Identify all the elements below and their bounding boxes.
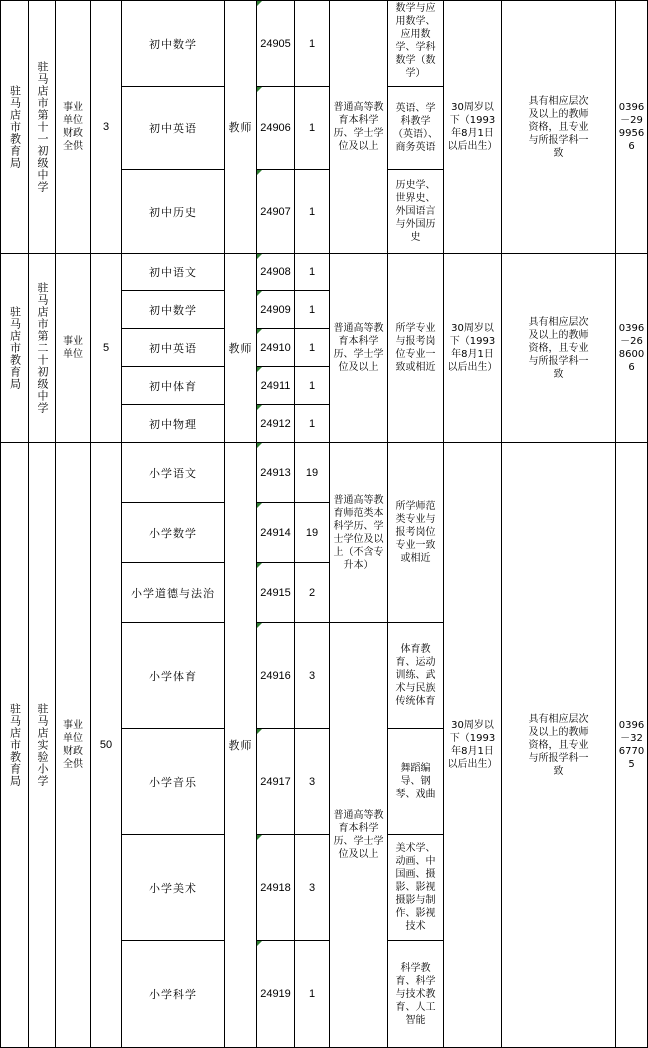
major-cell: 舞蹈编导、钢琴、戏曲	[387, 728, 444, 835]
position-name: 小学道德与法治	[121, 562, 225, 623]
phone-cell: 0396－2686006	[615, 253, 648, 443]
dept-cell: 驻马店市教育局	[0, 442, 29, 1048]
nature-cell: 事业单位财政全供	[55, 442, 91, 1048]
position-code: 24915	[256, 562, 295, 623]
hire-count: 1	[294, 404, 330, 443]
major-cell: 体育教育、运动训练、武术与民族传统体育	[387, 622, 444, 729]
position-name: 小学体育	[121, 622, 225, 729]
position-code: 24917	[256, 728, 295, 835]
qualification-cell: 具有相应层次及以上的教师资格，且专业与所报学科一致	[501, 442, 616, 1048]
total-count-cell: 5	[90, 253, 122, 443]
education-cell: 普通高等教育本科学历、学士学位及以上	[329, 622, 388, 1048]
position-name: 初中体育	[121, 366, 225, 405]
hire-count: 3	[294, 728, 330, 835]
nature-cell: 事业单位	[55, 253, 91, 443]
hire-count: 1	[294, 86, 330, 170]
position-name: 初中语文	[121, 253, 225, 291]
phone-cell: 0396－2999566	[615, 0, 648, 254]
total-count-cell: 50	[90, 442, 122, 1048]
position-code: 24918	[256, 834, 295, 941]
position-code: 24906	[256, 86, 295, 170]
hire-count: 1	[294, 366, 330, 405]
position-name: 初中历史	[121, 169, 225, 254]
position-name: 初中数学	[121, 0, 225, 87]
position-code: 24911	[256, 366, 295, 405]
position-name: 小学语文	[121, 442, 225, 503]
age-cell: 30周岁以下（1993年8月1日以后出生）	[443, 442, 502, 1048]
position-name: 初中英语	[121, 328, 225, 367]
position-name: 小学科学	[121, 940, 225, 1048]
hire-count: 1	[294, 940, 330, 1048]
post-type-cell: 教师	[224, 253, 257, 443]
hire-count: 3	[294, 834, 330, 941]
hire-count: 3	[294, 622, 330, 729]
position-name: 初中英语	[121, 86, 225, 170]
position-code: 24910	[256, 328, 295, 367]
unit-cell: 驻马店实验小学	[28, 442, 56, 1048]
hire-count: 19	[294, 502, 330, 563]
position-name: 初中数学	[121, 290, 225, 329]
position-code: 24913	[256, 442, 295, 503]
position-code: 24905	[256, 0, 295, 87]
hire-count: 1	[294, 328, 330, 367]
unit-cell: 驻马店市第十一初级中学	[28, 0, 56, 254]
position-code: 24912	[256, 404, 295, 443]
qualification-cell: 具有相应层次及以上的教师资格，且专业与所报学科一致	[501, 253, 616, 443]
position-code: 24914	[256, 502, 295, 563]
education-cell: 普通高等教育本科学历、学士学位及以上	[329, 0, 388, 254]
nature-cell: 事业单位财政全供	[55, 0, 91, 254]
position-code: 24909	[256, 290, 295, 329]
total-count-cell: 3	[90, 0, 122, 254]
position-code: 24907	[256, 169, 295, 254]
position-code: 24919	[256, 940, 295, 1048]
hire-count: 19	[294, 442, 330, 503]
major-cell: 数学与应用数学、应用数学、学科数学（数学）	[387, 0, 444, 87]
post-type-cell: 教师	[224, 442, 257, 1048]
dept-cell: 驻马店市教育局	[0, 253, 29, 443]
dept-cell: 驻马店市教育局	[0, 0, 29, 254]
major-cell: 历史学、世界史、外国语言与外国历史	[387, 169, 444, 254]
major-cell: 所学专业与报考岗位专业一致或相近	[387, 253, 444, 443]
age-cell: 30周岁以下（1993年8月1日以后出生）	[443, 253, 502, 443]
major-cell: 所学师范类专业与报考岗位专业一致或相近	[387, 442, 444, 623]
post-type-cell: 教师	[224, 0, 257, 254]
position-code: 24916	[256, 622, 295, 729]
qualification-cell: 具有相应层次及以上的教师资格，且专业与所报学科一致	[501, 0, 616, 254]
hire-count: 1	[294, 253, 330, 291]
education-cell: 普通高等教育师范类本科学历、学士学位及以上（不含专升本）	[329, 442, 388, 623]
hire-count: 1	[294, 169, 330, 254]
major-cell: 美术学、动画、中国画、摄影、影视摄影与制作、影视技术	[387, 834, 444, 941]
age-cell: 30周岁以下（1993年8月1日以后出生）	[443, 0, 502, 254]
position-name: 小学音乐	[121, 728, 225, 835]
hire-count: 2	[294, 562, 330, 623]
position-name: 小学数学	[121, 502, 225, 563]
education-cell: 普通高等教育本科学历、学士学位及以上	[329, 253, 388, 443]
major-cell: 英语、学科教学（英语）、商务英语	[387, 86, 444, 170]
position-name: 小学美术	[121, 834, 225, 941]
phone-cell: 0396－3267705	[615, 442, 648, 1048]
position-code: 24908	[256, 253, 295, 291]
unit-cell: 驻马店市第二十初级中学	[28, 253, 56, 443]
hire-count: 1	[294, 290, 330, 329]
major-cell: 科学教育、科学与技术教育、人工智能	[387, 940, 444, 1048]
hire-count: 1	[294, 0, 330, 87]
position-name: 初中物理	[121, 404, 225, 443]
